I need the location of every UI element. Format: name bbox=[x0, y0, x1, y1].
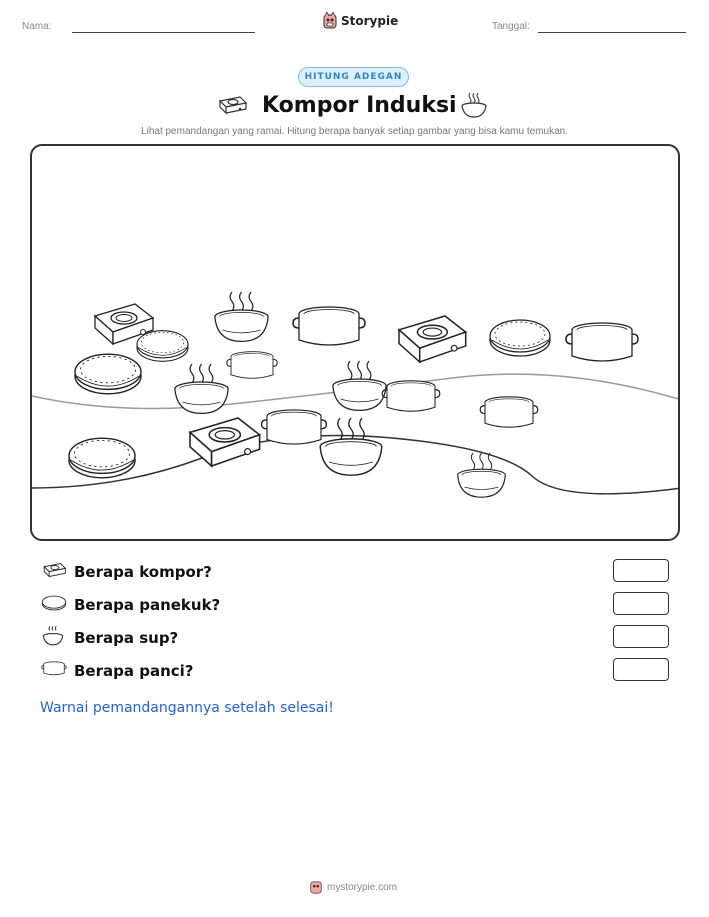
coloring-note: Warnai pemandangannya setelah selesai! bbox=[40, 700, 334, 716]
scene-pot bbox=[382, 381, 440, 411]
page-title: Kompor Induksi bbox=[262, 93, 457, 118]
scene-panel bbox=[30, 144, 680, 541]
scene-pancake bbox=[137, 331, 188, 362]
date-label: Tanggal: bbox=[492, 21, 530, 32]
brand-logo bbox=[322, 12, 398, 30]
scene-pot bbox=[566, 323, 638, 361]
scene-soup bbox=[333, 361, 386, 410]
name-label: Nama: bbox=[22, 21, 52, 32]
pot-icon bbox=[41, 659, 67, 679]
question-label: Berapa sup? bbox=[74, 629, 179, 647]
date-field[interactable] bbox=[538, 32, 686, 33]
scene-stove bbox=[399, 316, 466, 362]
question-label: Berapa panci? bbox=[74, 662, 194, 680]
pancake-icon bbox=[41, 593, 67, 613]
scene-pot bbox=[293, 307, 365, 345]
name-field[interactable] bbox=[72, 32, 255, 33]
answer-box-pancake[interactable] bbox=[613, 592, 669, 615]
scene-illustration bbox=[32, 146, 680, 541]
scene-soup bbox=[175, 364, 228, 413]
storypie-mascot-icon bbox=[322, 12, 338, 30]
scene-soup bbox=[458, 453, 506, 497]
answer-box-soup[interactable] bbox=[613, 625, 669, 648]
stove-icon bbox=[41, 560, 67, 580]
scene-pancake bbox=[69, 438, 135, 478]
stove-icon bbox=[216, 93, 248, 117]
scene-pancake bbox=[75, 354, 141, 394]
scene-pancake bbox=[490, 320, 550, 356]
footer-url[interactable]: mystorypie.com bbox=[327, 882, 398, 893]
scene-pot bbox=[262, 410, 327, 444]
question-label: Berapa kompor? bbox=[74, 563, 212, 581]
brand-name: Storypie bbox=[341, 14, 399, 28]
activity-badge: HITUNG ADEGAN bbox=[298, 67, 409, 87]
question-label: Berapa panekuk? bbox=[74, 596, 221, 614]
soup-bowl-icon bbox=[459, 90, 489, 120]
soup-bowl-icon bbox=[41, 624, 65, 648]
answer-box-pot[interactable] bbox=[613, 658, 669, 681]
scene-pot bbox=[227, 352, 277, 379]
instructions: Lihat pemandangan yang ramai. Hitung berapa banyak setiap gambar yang bisa kamu temukan. bbox=[141, 126, 568, 137]
scene-pot bbox=[480, 397, 538, 427]
storypie-mascot-icon bbox=[309, 879, 323, 895]
scene-soup bbox=[215, 292, 268, 341]
scene-soup bbox=[320, 418, 382, 475]
answer-box-stove[interactable] bbox=[613, 559, 669, 582]
